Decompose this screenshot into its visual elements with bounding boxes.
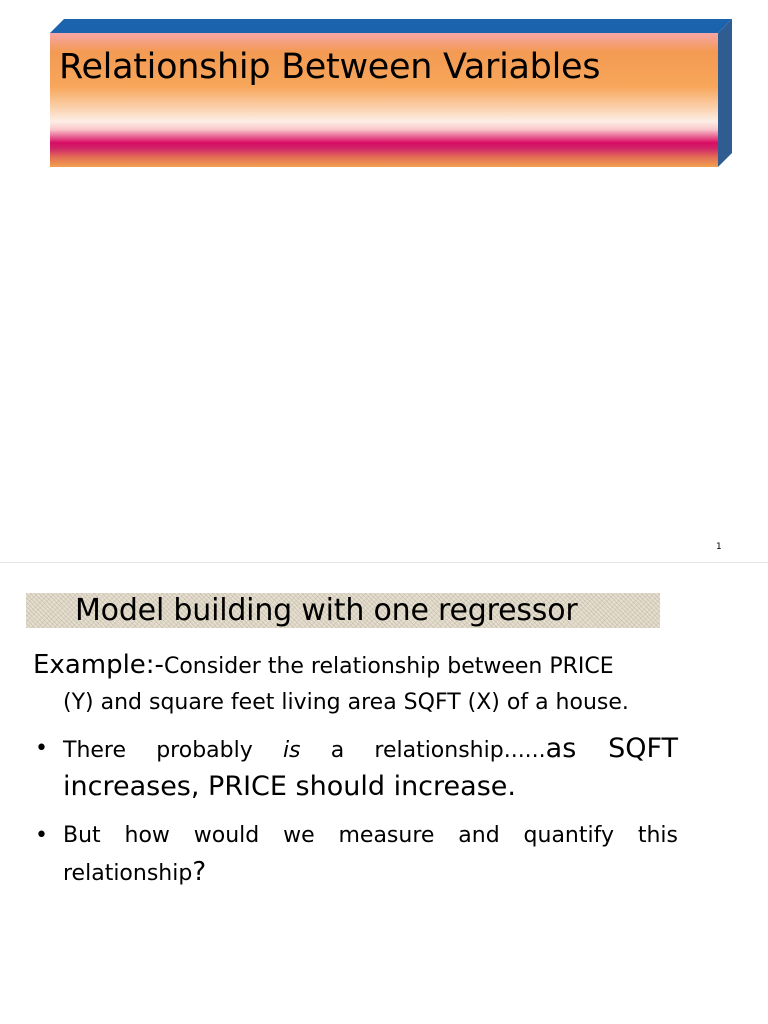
title-banner-side-face bbox=[718, 19, 732, 167]
bullet-2-question-mark: ? bbox=[192, 857, 207, 887]
bullet-1-emphasis: is bbox=[282, 738, 301, 763]
example-paragraph bbox=[33, 647, 678, 721]
bullet-1-dots: ...... bbox=[503, 738, 546, 763]
example-lead: Example:- bbox=[33, 650, 164, 680]
bullet-1-text-b: a relationship bbox=[300, 738, 504, 763]
title-banner-top-face bbox=[50, 19, 732, 33]
example-line-2: (Y) and square feet living area SQFT (X) of a house. bbox=[63, 690, 629, 715]
slide-title: Relationship Between Variables bbox=[59, 47, 601, 87]
bullet-item-relationship bbox=[33, 731, 678, 807]
page-number: 1 bbox=[716, 542, 722, 552]
slide-heading: Model building with one regressor bbox=[75, 593, 578, 628]
bullet-1-text-c: as SQFT bbox=[545, 733, 679, 764]
example-line-1: Consider the relationship between PRICE bbox=[163, 654, 614, 679]
bullet-1-text-a: There probably bbox=[63, 738, 283, 763]
bullet-1-text-d: increases, PRICE should increase. bbox=[63, 771, 516, 802]
bullet-2-text: But how would we measure and quantify this relationship bbox=[63, 823, 678, 886]
slide-2 bbox=[0, 563, 768, 1024]
bullet-item-measure bbox=[33, 818, 678, 892]
